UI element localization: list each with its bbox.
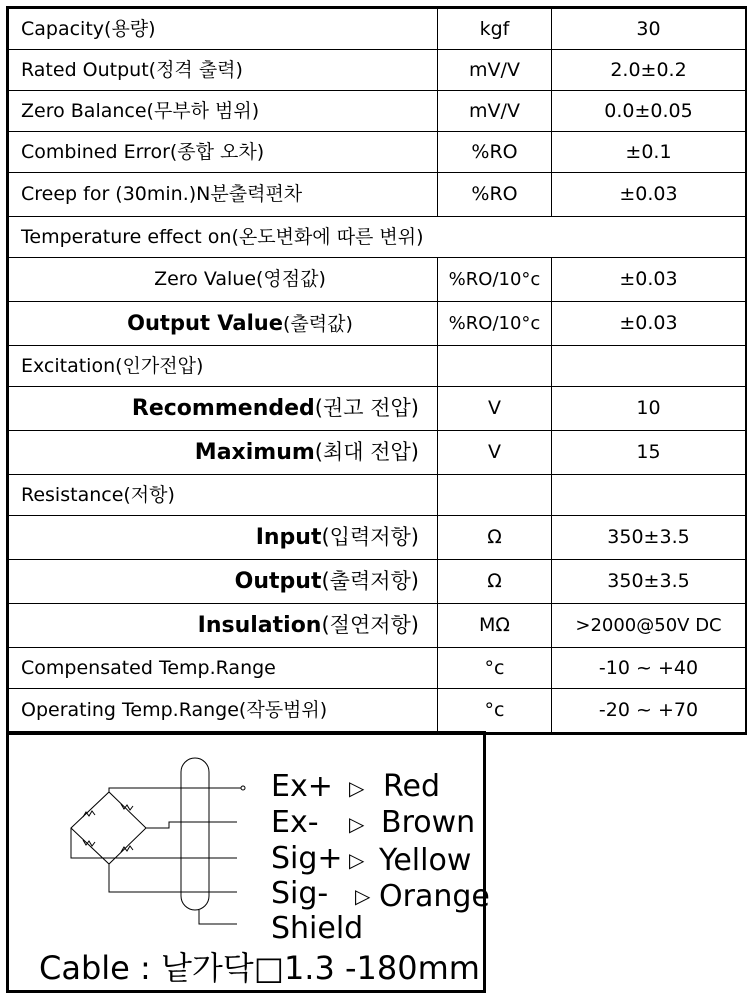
input-label-en: Input: [255, 524, 322, 550]
wire-sig-minus: [109, 864, 237, 892]
input-label: [8, 516, 438, 560]
maximum-unit: V: [438, 431, 552, 475]
arrow-icon: ▷: [349, 812, 365, 836]
output-value: 350±3.5: [552, 560, 747, 604]
capacity-label: Capacity(용량): [8, 8, 438, 50]
recommended-label-kr: (권고 전압): [314, 395, 419, 420]
row-combined-error: [8, 132, 747, 173]
insulation-label: [8, 604, 438, 648]
wire-color-red: Red: [383, 769, 440, 804]
excitation-label: Excitation(인가전압): [8, 346, 438, 387]
row-rated-output: [8, 50, 747, 91]
insulation-label-en: Insulation: [197, 612, 322, 638]
row-creep: [8, 173, 747, 217]
row-output-value: [8, 302, 747, 346]
maximum-label-en: Maximum: [194, 439, 315, 465]
cable-spec: Cable : 낱가닥□1.3 -180mm: [39, 949, 480, 987]
operating-label: Operating Temp.Range(작동범위): [8, 689, 438, 734]
row-output: [8, 560, 747, 604]
zero-value-label: Zero Value(영점값): [8, 258, 438, 302]
resistor-1-icon: [83, 811, 95, 817]
zero-balance-label: Zero Balance(무부하 범위): [8, 91, 438, 132]
output-unit: Ω: [438, 560, 552, 604]
excitation-unit-empty: [438, 346, 552, 387]
row-capacity: [8, 8, 747, 50]
row-temperature-effect: [8, 217, 747, 258]
rated-output-label: Rated Output(정격 출력): [8, 50, 438, 91]
recommended-unit: V: [438, 387, 552, 431]
maximum-value: 15: [552, 431, 747, 475]
recommended-label: [8, 387, 438, 431]
creep-label: Creep for (30min.)N분출력편차: [8, 173, 438, 217]
cable-sheath-icon: [181, 758, 209, 910]
recommended-label-en: Recommended: [131, 395, 315, 421]
insulation-value: >2000@50V DC: [552, 604, 747, 648]
row-excitation: [8, 346, 747, 387]
wire-sig-plus: [71, 828, 237, 858]
combined-error-unit: %RO: [438, 132, 552, 173]
zero-value-value: ±0.03: [552, 258, 747, 302]
input-label-kr: (입력저항): [321, 524, 419, 549]
resistance-unit-empty: [438, 475, 552, 516]
compensated-value: -10 ~ +40: [552, 648, 747, 689]
maximum-label: [8, 431, 438, 475]
wire-ex-minus: [146, 822, 237, 828]
bridge-diamond: [71, 792, 146, 864]
output-label-en: Output: [234, 568, 322, 594]
output-label-kr: (출력저항): [321, 568, 419, 593]
rated-output-value: 2.0±0.2: [552, 50, 747, 91]
wire-signal-shield: Shield: [271, 911, 364, 946]
wire-signal-sig-plus: Sig+: [271, 841, 343, 876]
wire-signal-ex-minus: Ex-: [271, 805, 319, 840]
output-label: [8, 560, 438, 604]
zero-value-unit: %RO/10°c: [438, 258, 552, 302]
zero-balance-value: 0.0±0.05: [552, 91, 747, 132]
compensated-unit: °c: [438, 648, 552, 689]
temperature-effect-label: Temperature effect on(온도변화에 따른 변위): [8, 217, 747, 258]
recommended-value: 10: [552, 387, 747, 431]
spec-table: [6, 6, 747, 735]
compensated-label: Compensated Temp.Range: [8, 648, 438, 689]
output-value-label-en: Output Value: [127, 311, 283, 335]
insulation-unit: MΩ: [438, 604, 552, 648]
row-input: [8, 516, 747, 560]
maximum-label-kr: (최대 전압): [314, 439, 419, 464]
wire-shield: [199, 910, 237, 924]
arrow-icon: ▷: [355, 884, 371, 908]
insulation-label-kr: (절연저항): [321, 612, 419, 637]
wire-color-yellow: Yellow: [379, 843, 472, 878]
combined-error-label: Combined Error(종합 오차): [8, 132, 438, 173]
row-zero-value: [8, 258, 747, 302]
row-insulation: [8, 604, 747, 648]
creep-value: ±0.03: [552, 173, 747, 217]
input-value: 350±3.5: [552, 516, 747, 560]
output-value-unit: %RO/10°c: [438, 302, 552, 346]
row-operating: [8, 689, 747, 734]
operating-value: -20 ~ +70: [552, 689, 747, 734]
wire-color-brown: Brown: [381, 805, 476, 840]
output-value-label: [8, 302, 438, 346]
row-maximum: [8, 431, 747, 475]
wire-ex-plus: [109, 788, 241, 792]
wiring-diagram: [6, 731, 490, 993]
capacity-unit: kgf: [438, 8, 552, 50]
zero-balance-unit: mV/V: [438, 91, 552, 132]
resistance-value-empty: [552, 475, 747, 516]
row-resistance: [8, 475, 747, 516]
terminal-dot: [241, 786, 245, 790]
row-compensated: [8, 648, 747, 689]
arrow-icon: ▷: [349, 776, 365, 800]
rated-output-unit: mV/V: [438, 50, 552, 91]
capacity-value: 30: [552, 8, 747, 50]
output-value-label-kr: (출력값): [282, 313, 353, 335]
operating-unit: °c: [438, 689, 552, 734]
excitation-value-empty: [552, 346, 747, 387]
row-zero-balance: [8, 91, 747, 132]
resistance-label: Resistance(저항): [8, 475, 438, 516]
output-value-value: ±0.03: [552, 302, 747, 346]
combined-error-value: ±0.1: [552, 132, 747, 173]
row-recommended: [8, 387, 747, 431]
wire-signal-ex-plus: Ex+: [271, 769, 333, 804]
wire-color-orange: Orange: [379, 879, 490, 914]
wire-signal-sig-minus: Sig-: [271, 876, 329, 911]
creep-unit: %RO: [438, 173, 552, 217]
arrow-icon: ▷: [349, 848, 365, 872]
input-unit: Ω: [438, 516, 552, 560]
